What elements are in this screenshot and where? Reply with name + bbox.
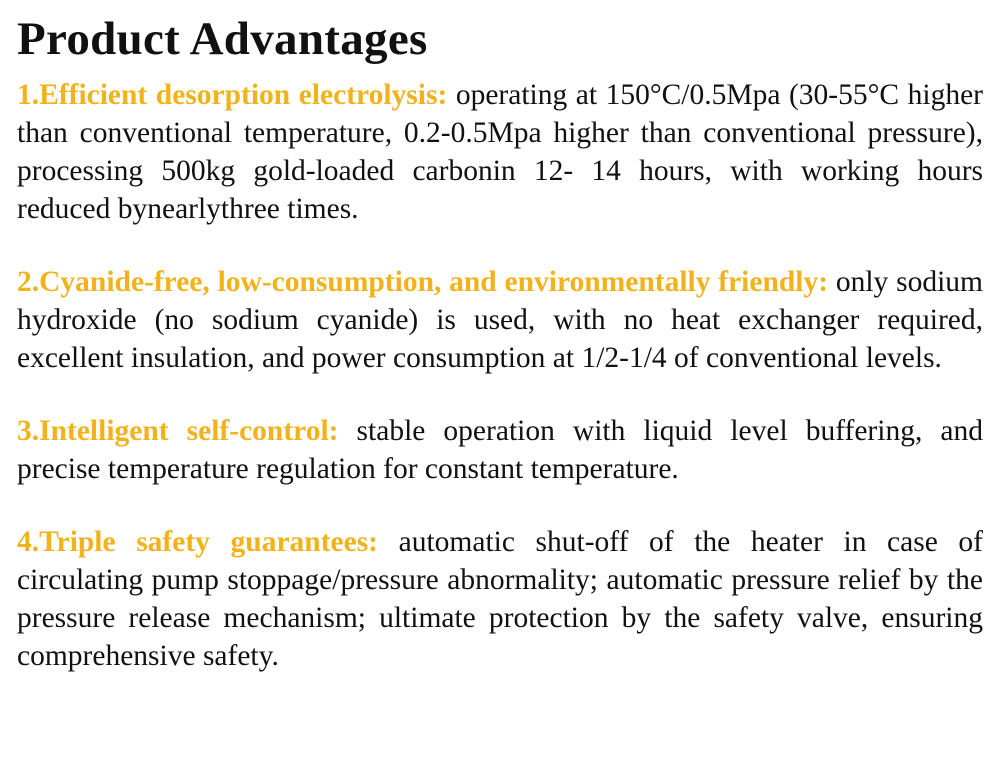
advantage-body-2: only sodium hydroxide (no sodium cyanide) is used, with no heat exchanger required, excellent insulation, and power consumption at 1/2-1/4 of conventional levels. <box>17 266 983 374</box>
advantage-item-1 <box>17 76 983 228</box>
document-page <box>17 8 983 675</box>
advantage-body-1: operating at 150°C/0.5Mpa (30-55°C higher than conventional temperature, 0.2-0.5Mpa higher than conventional pressure), processing 500kg gold-loaded carbonin 12- 14 hours, with working hours reduced bynearlythree times. <box>17 79 984 225</box>
advantage-item-4 <box>17 523 983 675</box>
advantage-heading-4: 4.Triple safety guarantees: <box>17 526 379 558</box>
page-title: Product Advantages <box>17 13 428 65</box>
advantage-body-3: stable operation with liquid level buffering, and precise temperature regulation for constant temperature. <box>17 415 983 485</box>
advantage-item-3 <box>17 412 983 488</box>
advantage-heading-3: 3.Intelligent self-control: <box>17 415 339 447</box>
advantage-body-4: automatic shut-off of the heater in case of circulating pump stoppage/pressure abnormality; automatic pressure relief by the pressure release mechanism; ultimate protection by the safety valve, ensuring comprehensive safety. <box>17 526 984 672</box>
advantage-heading-2: 2.Cyanide-free, low-consumption, and environmentally friendly: <box>17 266 829 298</box>
advantage-heading-1: 1.Efficient desorption electrolysis: <box>17 79 448 111</box>
advantage-item-2 <box>17 263 983 377</box>
